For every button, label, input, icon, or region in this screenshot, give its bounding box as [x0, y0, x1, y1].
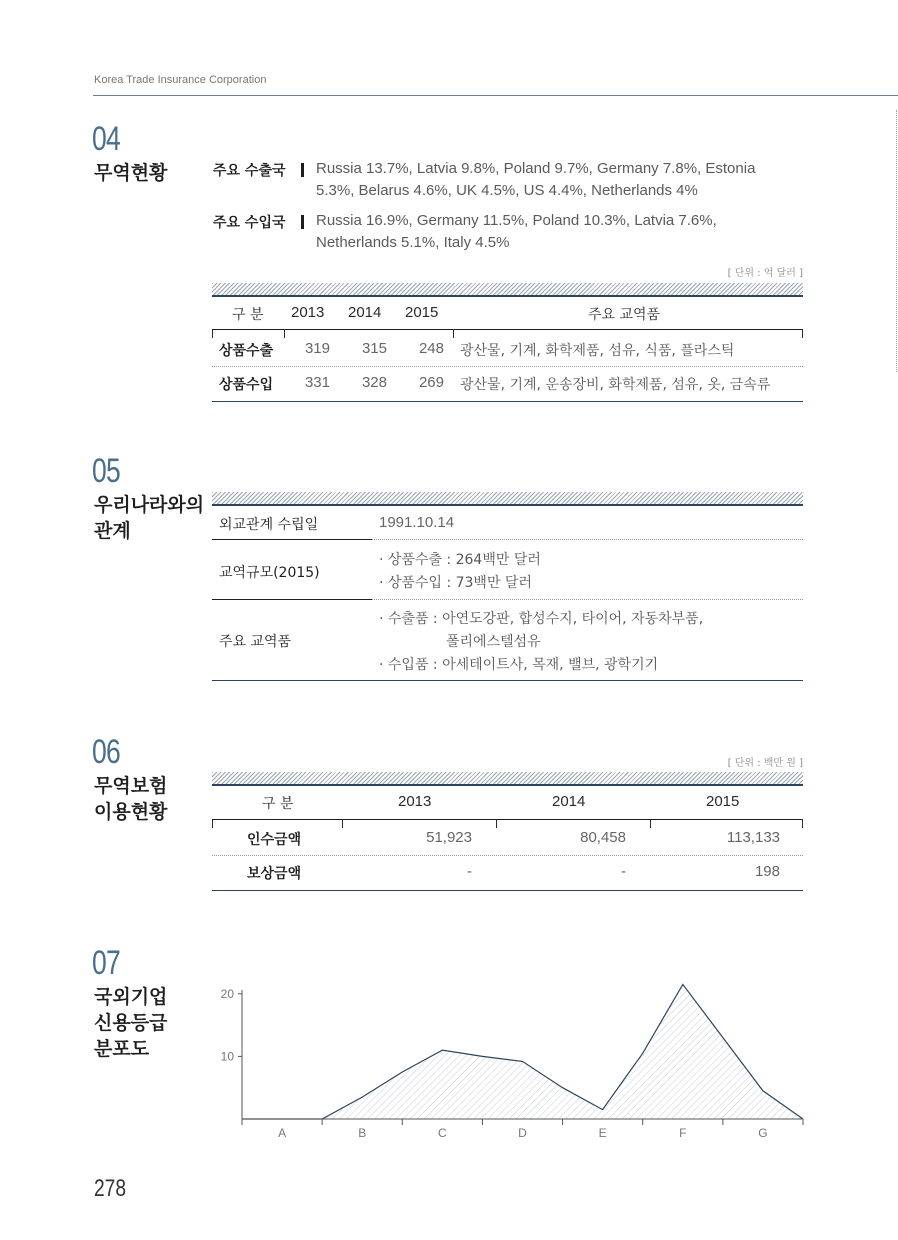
row-label: 주요 교역품 [219, 634, 292, 650]
x-category-label: D [518, 1126, 527, 1140]
cell-value: 113,133 [726, 829, 780, 846]
export-countries-line2: 5.3%, Belarus 4.6%, UK 4.5%, US 4.4%, Netherlands 4% [316, 182, 698, 199]
trade-table-unit: [ 단위 : 억 달러 ] [727, 268, 803, 279]
cell-value: 51,923 [426, 829, 472, 846]
relation-table-hatch [212, 492, 803, 506]
credit-rating-chart [200, 975, 815, 1150]
import-items: · 수입품 : 아세테이트사, 목재, 밸브, 광학기기 [379, 657, 659, 673]
section-07-title-line1: 국외기업 [94, 986, 168, 1008]
label-rule [212, 539, 372, 540]
col-header: 2015 [405, 304, 439, 321]
insurance-table-hatch [212, 772, 803, 786]
trade-export-value: · 상품수출 : 264백만 달러 [379, 552, 541, 568]
table-bottom-rule [212, 680, 803, 681]
row-label: 상품수출 [219, 343, 274, 359]
row-label: 외교관계 수립일 [219, 517, 319, 533]
label-rule [212, 599, 372, 600]
cell-value: 315 [361, 340, 387, 357]
page-number: 278 [94, 1175, 127, 1202]
col-header: 구 분 [232, 307, 264, 323]
col-header: 구 분 [262, 796, 294, 812]
cell-value: 80,458 [580, 829, 626, 846]
x-category-label: A [278, 1126, 287, 1140]
trade-import-value: · 상품수입 : 73백만 달러 [379, 575, 532, 591]
import-countries-line2: Netherlands 5.1%, Italy 4.5% [316, 234, 510, 251]
running-header: Korea Trade Insurance Corporation [94, 74, 267, 86]
x-category-label: G [758, 1126, 768, 1140]
export-items: · 수출품 : 아연도강판, 합성수지, 타이어, 자동차부품, [379, 611, 704, 627]
export-countries-label: 주요 수출국 [213, 163, 286, 179]
col-tick [496, 819, 497, 828]
section-07-title-line2: 신용등급 [94, 1012, 168, 1034]
x-category-label: B [358, 1126, 367, 1140]
series-area-fill [242, 984, 803, 1119]
row-divider [372, 539, 803, 540]
cell-value: 198 [754, 863, 780, 880]
x-category-label: E [598, 1126, 607, 1140]
insurance-table-unit: [ 단위 : 백만 원 ] [727, 758, 803, 769]
col-header: 2014 [348, 304, 382, 321]
section-04-title: 무역현황 [94, 162, 168, 184]
cell-value: - [467, 863, 472, 880]
cell-value: 269 [418, 374, 444, 391]
diplomatic-date: 1991.10.14 [379, 514, 455, 531]
row-divider [212, 366, 803, 367]
section-06-title-line1: 무역보험 [94, 775, 168, 797]
import-countries-line1: Russia 16.9%, Germany 11.5%, Poland 10.3%, Latvia 7.6%, [316, 212, 717, 229]
export-items-cont: 폴리에스텔섬유 [446, 634, 541, 650]
cell-value: 331 [304, 374, 330, 391]
col-tick [650, 819, 651, 828]
cell-items: 광산물, 기계, 화학제품, 섬유, 식품, 플라스틱 [460, 343, 735, 359]
col-header: 2013 [398, 793, 432, 810]
col-tick [284, 329, 285, 338]
header-rule [212, 329, 803, 330]
cell-value: 319 [304, 340, 330, 357]
cell-items: 광산물, 기계, 운송장비, 화학제품, 섬유, 옷, 금속류 [460, 377, 771, 393]
header-rule [212, 819, 803, 820]
cell-value: - [621, 863, 626, 880]
section-05-number: 05 [92, 452, 120, 490]
cell-value: 248 [418, 340, 444, 357]
row-divider [212, 855, 803, 856]
section-07-number: 07 [92, 944, 120, 982]
col-tick [342, 819, 343, 828]
section-04-number: 04 [92, 120, 120, 158]
col-tick [212, 819, 213, 828]
import-countries-label: 주요 수입국 [213, 215, 286, 231]
y-tick-label: 10 [220, 1049, 234, 1064]
row-label: 교역규모(2015) [219, 565, 320, 581]
col-header: 주요 교역품 [588, 307, 661, 323]
section-07-title-line3: 분포도 [94, 1038, 150, 1060]
x-category-label: C [438, 1126, 447, 1140]
label-bar [301, 163, 304, 177]
col-tick [453, 329, 454, 338]
export-countries-line1: Russia 13.7%, Latvia 9.8%, Poland 9.7%, Germany 7.8%, Estonia [316, 160, 756, 177]
col-tick [802, 329, 803, 338]
x-category-label: F [679, 1126, 687, 1140]
row-label: 보상금액 [247, 866, 302, 882]
cell-value: 328 [361, 374, 387, 391]
col-header: 2013 [291, 304, 325, 321]
section-05-title-line1: 우리나라와의 [94, 494, 205, 516]
section-06-number: 06 [92, 733, 120, 771]
table-bottom-rule [212, 890, 803, 891]
col-header: 2014 [552, 793, 586, 810]
section-06-title-line2: 이용현황 [94, 801, 168, 823]
section-05-title-line2: 관계 [94, 520, 131, 542]
trade-table-hatch [212, 283, 803, 297]
y-tick-label: 20 [220, 986, 234, 1001]
table-bottom-rule [212, 401, 803, 402]
col-header: 2015 [706, 793, 740, 810]
row-divider [372, 599, 803, 600]
row-label: 상품수입 [219, 377, 274, 393]
header-rule [93, 95, 898, 96]
col-tick [212, 329, 213, 338]
row-label: 인수금액 [247, 832, 302, 848]
label-bar [301, 215, 304, 229]
col-tick [802, 819, 803, 828]
